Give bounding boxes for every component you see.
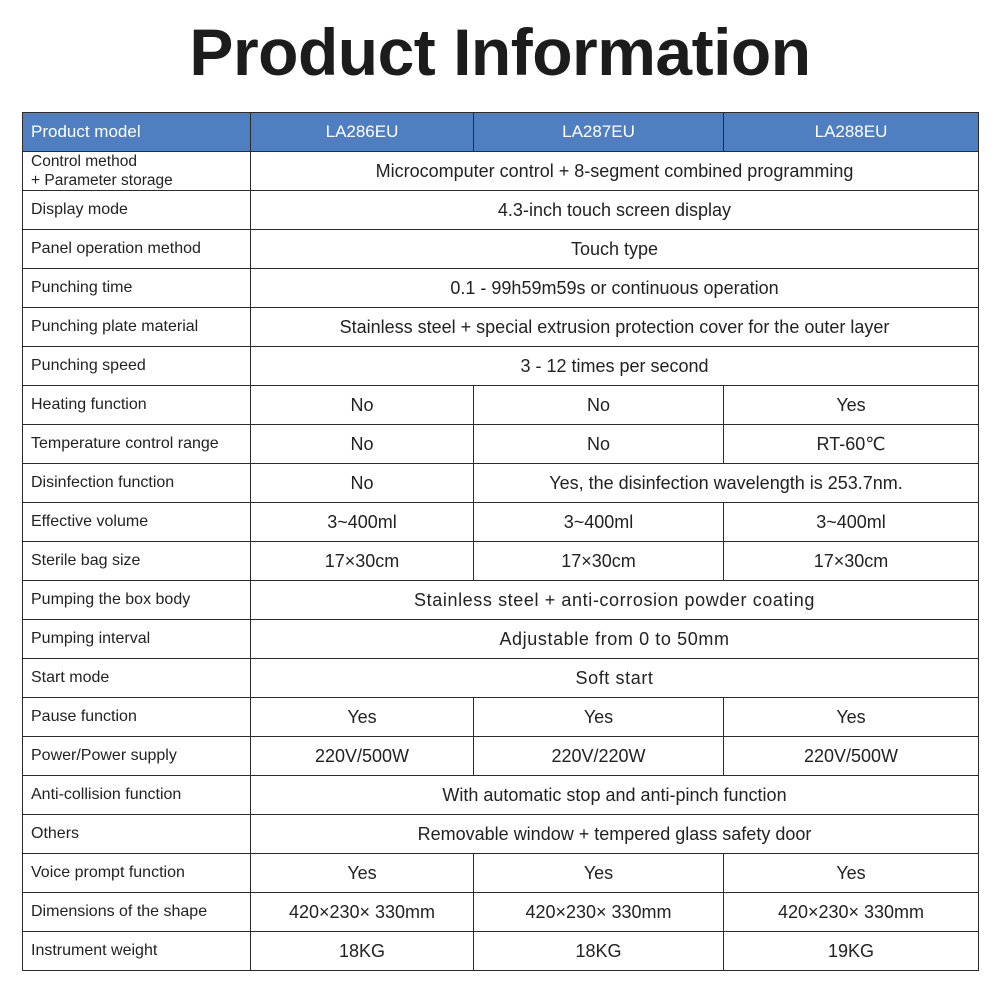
table-row bbox=[23, 152, 979, 191]
table-row bbox=[23, 815, 979, 854]
table-row bbox=[23, 581, 979, 620]
row-label: Panel operation method bbox=[23, 230, 251, 269]
value-cell: No bbox=[251, 425, 474, 464]
row-label: Sterile bag size bbox=[23, 542, 251, 581]
row-label: Heating function bbox=[23, 386, 251, 425]
table-row bbox=[23, 659, 979, 698]
table-row bbox=[23, 893, 979, 932]
row-label: Anti-collision function bbox=[23, 776, 251, 815]
table-row bbox=[23, 737, 979, 776]
value-cell: Stainless steel + special extrusion protection cover for the outer layer bbox=[251, 308, 979, 347]
value-cell: No bbox=[251, 464, 474, 503]
value-cell: Yes bbox=[474, 854, 724, 893]
table-row bbox=[23, 503, 979, 542]
row-label-line: Control method bbox=[31, 153, 137, 170]
row-label: Disinfection function bbox=[23, 464, 251, 503]
table-row bbox=[23, 932, 979, 971]
model-header: LA287EU bbox=[474, 113, 724, 152]
value-cell: 3~400ml bbox=[474, 503, 724, 542]
value-cell: 420×230× 330mm bbox=[251, 893, 474, 932]
row-label: Start mode bbox=[23, 659, 251, 698]
table-row bbox=[23, 620, 979, 659]
table-row bbox=[23, 308, 979, 347]
row-label: Pumping the box body bbox=[23, 581, 251, 620]
row-label: Display mode bbox=[23, 191, 251, 230]
table-row bbox=[23, 698, 979, 737]
value-cell: No bbox=[474, 386, 724, 425]
value-cell: Yes bbox=[724, 698, 979, 737]
row-label: Punching speed bbox=[23, 347, 251, 386]
row-label: Punching plate material bbox=[23, 308, 251, 347]
value-cell: Yes bbox=[474, 698, 724, 737]
value-cell: 420×230× 330mm bbox=[724, 893, 979, 932]
table-row bbox=[23, 425, 979, 464]
value-cell: 3~400ml bbox=[251, 503, 474, 542]
table-row bbox=[23, 542, 979, 581]
table-row bbox=[23, 269, 979, 308]
header-row bbox=[23, 113, 979, 152]
value-cell: 17×30cm bbox=[474, 542, 724, 581]
row-label: Pumping interval bbox=[23, 620, 251, 659]
table-row bbox=[23, 464, 979, 503]
row-label: Instrument weight bbox=[23, 932, 251, 971]
table-row bbox=[23, 230, 979, 269]
value-cell: Adjustable from 0 to 50mm bbox=[251, 620, 979, 659]
value-cell: 4.3-inch touch screen display bbox=[251, 191, 979, 230]
page-title: Product Information bbox=[189, 15, 811, 89]
value-cell: Yes, the disinfection wavelength is 253.7nm. bbox=[474, 464, 979, 503]
table-row bbox=[23, 776, 979, 815]
spec-body bbox=[23, 152, 979, 971]
row-label: Effective volume bbox=[23, 503, 251, 542]
row-label: Punching time bbox=[23, 269, 251, 308]
value-cell: 19KG bbox=[724, 932, 979, 971]
model-header: LA288EU bbox=[724, 113, 979, 152]
value-cell: 18KG bbox=[474, 932, 724, 971]
value-cell: No bbox=[251, 386, 474, 425]
value-cell: Yes bbox=[724, 386, 979, 425]
row-label: Power/Power supply bbox=[23, 737, 251, 776]
model-header: LA286EU bbox=[251, 113, 474, 152]
value-cell: 3~400ml bbox=[724, 503, 979, 542]
value-cell: 17×30cm bbox=[251, 542, 474, 581]
value-cell: Touch type bbox=[251, 230, 979, 269]
row-label: Temperature control range bbox=[23, 425, 251, 464]
table-row bbox=[23, 386, 979, 425]
value-cell: 220V/220W bbox=[474, 737, 724, 776]
value-cell: RT-60℃ bbox=[724, 425, 979, 464]
table-row bbox=[23, 854, 979, 893]
row-label bbox=[23, 152, 251, 191]
value-cell: Yes bbox=[251, 698, 474, 737]
row-label-line: + Parameter storage bbox=[31, 172, 173, 189]
value-cell: 420×230× 330mm bbox=[474, 893, 724, 932]
value-cell: Yes bbox=[724, 854, 979, 893]
value-cell: 18KG bbox=[251, 932, 474, 971]
row-label: Voice prompt function bbox=[23, 854, 251, 893]
table-row bbox=[23, 191, 979, 230]
value-cell: Yes bbox=[251, 854, 474, 893]
table-row bbox=[23, 347, 979, 386]
value-cell: With automatic stop and anti-pinch function bbox=[251, 776, 979, 815]
value-cell: Microcomputer control + 8-segment combined programming bbox=[251, 152, 979, 191]
value-cell: 3 - 12 times per second bbox=[251, 347, 979, 386]
row-label: Dimensions of the shape bbox=[23, 893, 251, 932]
row-label: Others bbox=[23, 815, 251, 854]
value-cell: Stainless steel + anti-corrosion powder coating bbox=[251, 581, 979, 620]
value-cell: 17×30cm bbox=[724, 542, 979, 581]
value-cell: No bbox=[474, 425, 724, 464]
value-cell: 220V/500W bbox=[251, 737, 474, 776]
value-cell: 220V/500W bbox=[724, 737, 979, 776]
header-label: Product model bbox=[23, 113, 251, 152]
value-cell: Soft start bbox=[251, 659, 979, 698]
value-cell: Removable window + tempered glass safety door bbox=[251, 815, 979, 854]
spec-table bbox=[22, 112, 979, 971]
row-label: Pause function bbox=[23, 698, 251, 737]
value-cell: 0.1 - 99h59m59s or continuous operation bbox=[251, 269, 979, 308]
